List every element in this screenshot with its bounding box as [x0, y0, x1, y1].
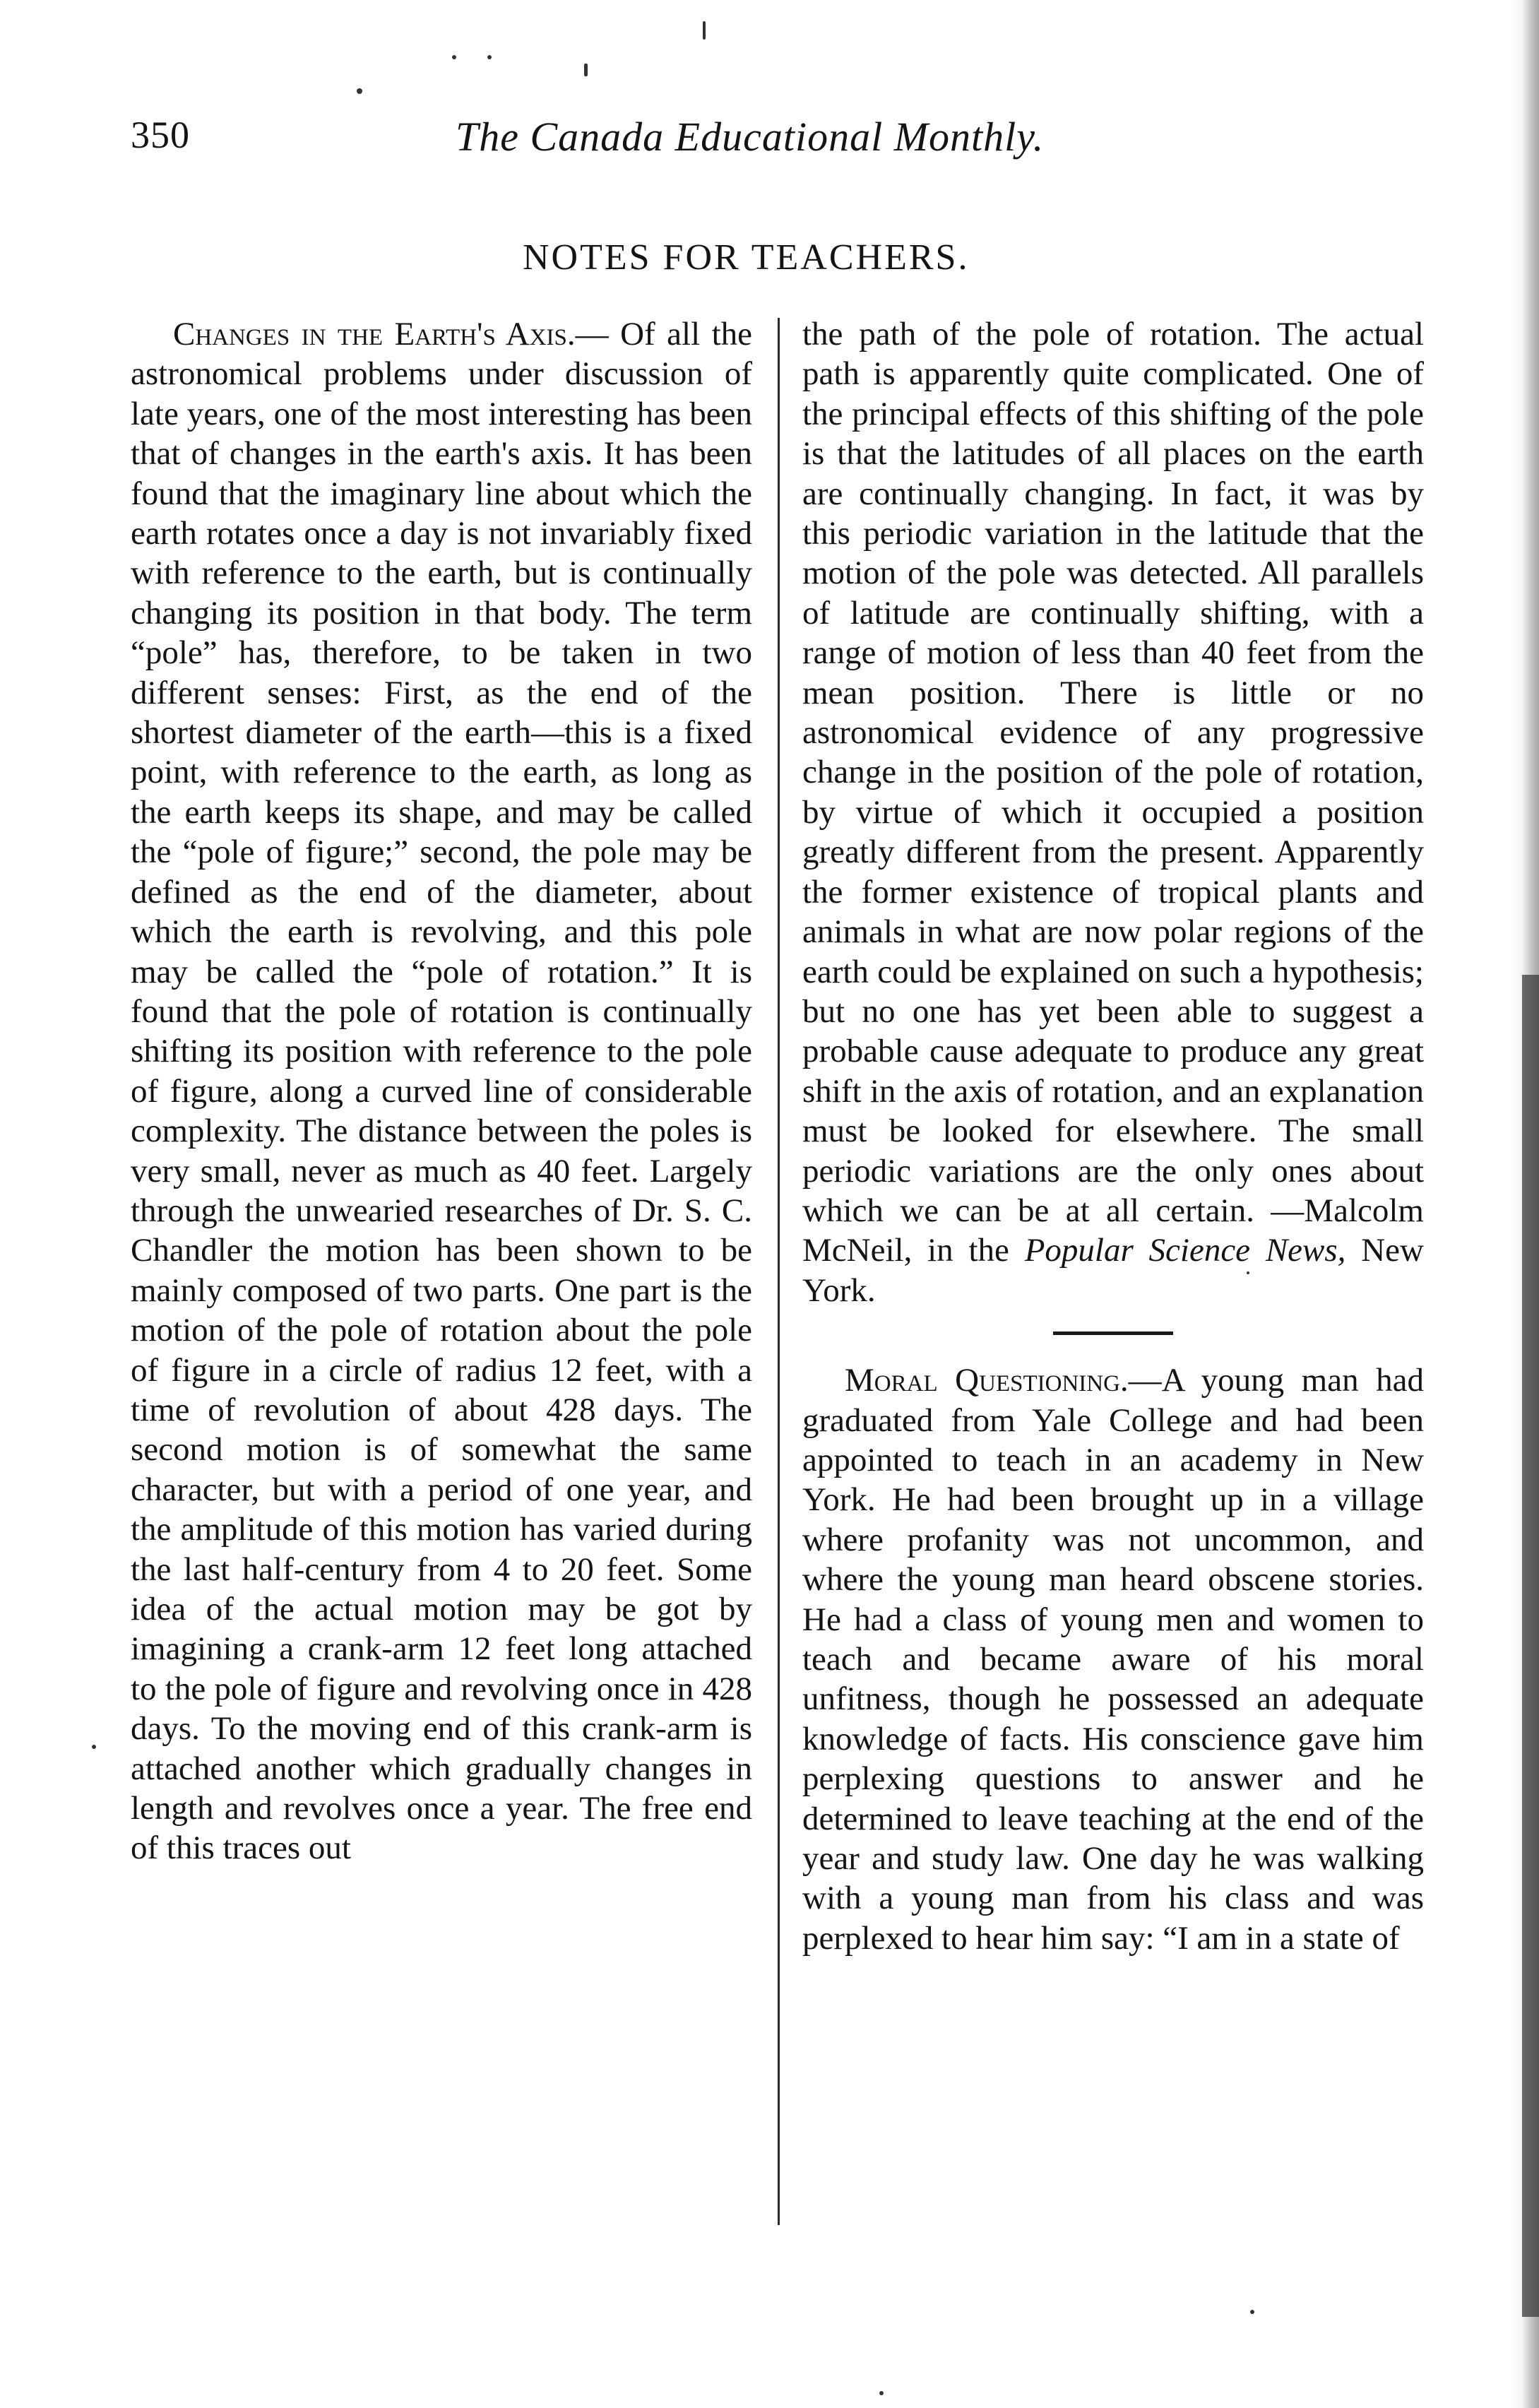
scan-speck — [92, 1745, 96, 1749]
earth-axis-continuation — [802, 314, 1424, 1310]
scan-speck — [703, 21, 706, 40]
scan-speck — [584, 64, 588, 76]
page-number: 350 — [131, 114, 190, 156]
journal-title: The Canada Educational Monthly. — [456, 114, 1045, 160]
scan-speck — [452, 55, 456, 59]
earth-axis-body-right: the path of the pole of rotation. The actual path is apparently quite complicated. One of the principal effects of this shifting of the pole is that the latitudes of all places on the earth are continually changing. In fact, it was by this periodic variation in the latitude that the motion of the pole was detected. All parallels of latitude are continually shifting, with a range of motion of less than 40 feet from the mean position. There is little or no astronomical evidence of any progressive change in the position of the pole of rotation, by virtue of which it occupied a position greatly different from the present. Apparently the former existence of tropical plants and animals in what are now polar regions of the earth could be explained on such a hypothesis; but no one has yet been able to suggest a probable cause adequate to produce any great shift in the axis of rotation, and an explanation must be looked for elsewhere. The small periodic variations are the only ones about which we can be at all certain. —Malcolm McNeil, in the — [802, 316, 1424, 1269]
source-publication: Popular Science News, — [1024, 1232, 1346, 1269]
moral-questioning-paragraph — [802, 1360, 1424, 1958]
running-head — [131, 113, 1430, 170]
section-separator-rule — [1053, 1331, 1173, 1335]
source-place: New York. — [802, 1232, 1424, 1309]
scan-speck — [1250, 2310, 1254, 2314]
column-divider — [778, 318, 780, 2225]
moral-questioning-heading: Moral Questioning.— — [845, 1362, 1162, 1399]
scan-speck — [1247, 1271, 1249, 1274]
earth-axis-paragraph — [131, 314, 752, 1868]
right-column — [802, 314, 1424, 1958]
scan-speck — [357, 88, 362, 94]
scan-speck — [487, 55, 492, 59]
left-column — [131, 314, 752, 1868]
section-title: NOTES FOR TEACHERS. — [523, 237, 970, 278]
scan-speck — [879, 2391, 884, 2395]
earth-axis-body-left: Of all the astronomical problems under discussion of late years, one of the most interesting has been that of changes in the earth's axis. It has been found that the imaginary line about which the earth rotates once a day is not invariably fixed with reference to the earth, but is continually changing its position in that body. The term “pole” has, therefore, to be taken in two different senses: First, as the end of the shortest diameter of the earth—this is a fixed point, with reference to the earth, as long as the earth keeps its shape, and may be called the “pole of figure;” second, the pole may be defined as the end of the diameter, about which the earth is revolving, and this pole may be called the “pole of rotation.” It is found that the pole of rotation is continually shifting its position with reference to the pole of figure, along a curved line of considerable complexity. The distance between the poles is very small, never as much as 40 feet. Largely through the unwearied researches of Dr. S. C. Chandler the motion has been shown to be mainly composed of two parts. One part is the motion of the pole of rotation about the pole of figure in a circle of radius 12 feet, with a time of revolution of about 428 days. The second motion is of somewhat the same character, but with a period of one year, and the amplitude of this motion has varied during the last half-century from 4 to 20 feet. Some idea of the actual motion may be got by imagining a crank-arm 12 feet long attached to the pole of figure and revolving once in 428 days. To the moving end of this crank-arm is attached another which gradually changes in length and revolves once a year. The free end of this traces out — [131, 316, 753, 1867]
page-edge-binding — [1522, 975, 1539, 2317]
earth-axis-heading: Changes in the Earth's Axis.— — [173, 316, 609, 352]
moral-questioning-body: A young man had graduated from Yale College and had been appointed to teach in an academy in New York. He had been brought up in a village where profanity was not uncommon, and where the young man heard obscene stories. He had a class of young men and women to teach and became aware of his moral unfitness, though he possessed an adequate knowledge of facts. His conscience gave him perplexing questions to answer and he determined to leave teaching at the end of the year and study law. One day he was walking with a young man from his class and was perplexed to hear him say: “I am in a state of — [802, 1362, 1424, 1957]
